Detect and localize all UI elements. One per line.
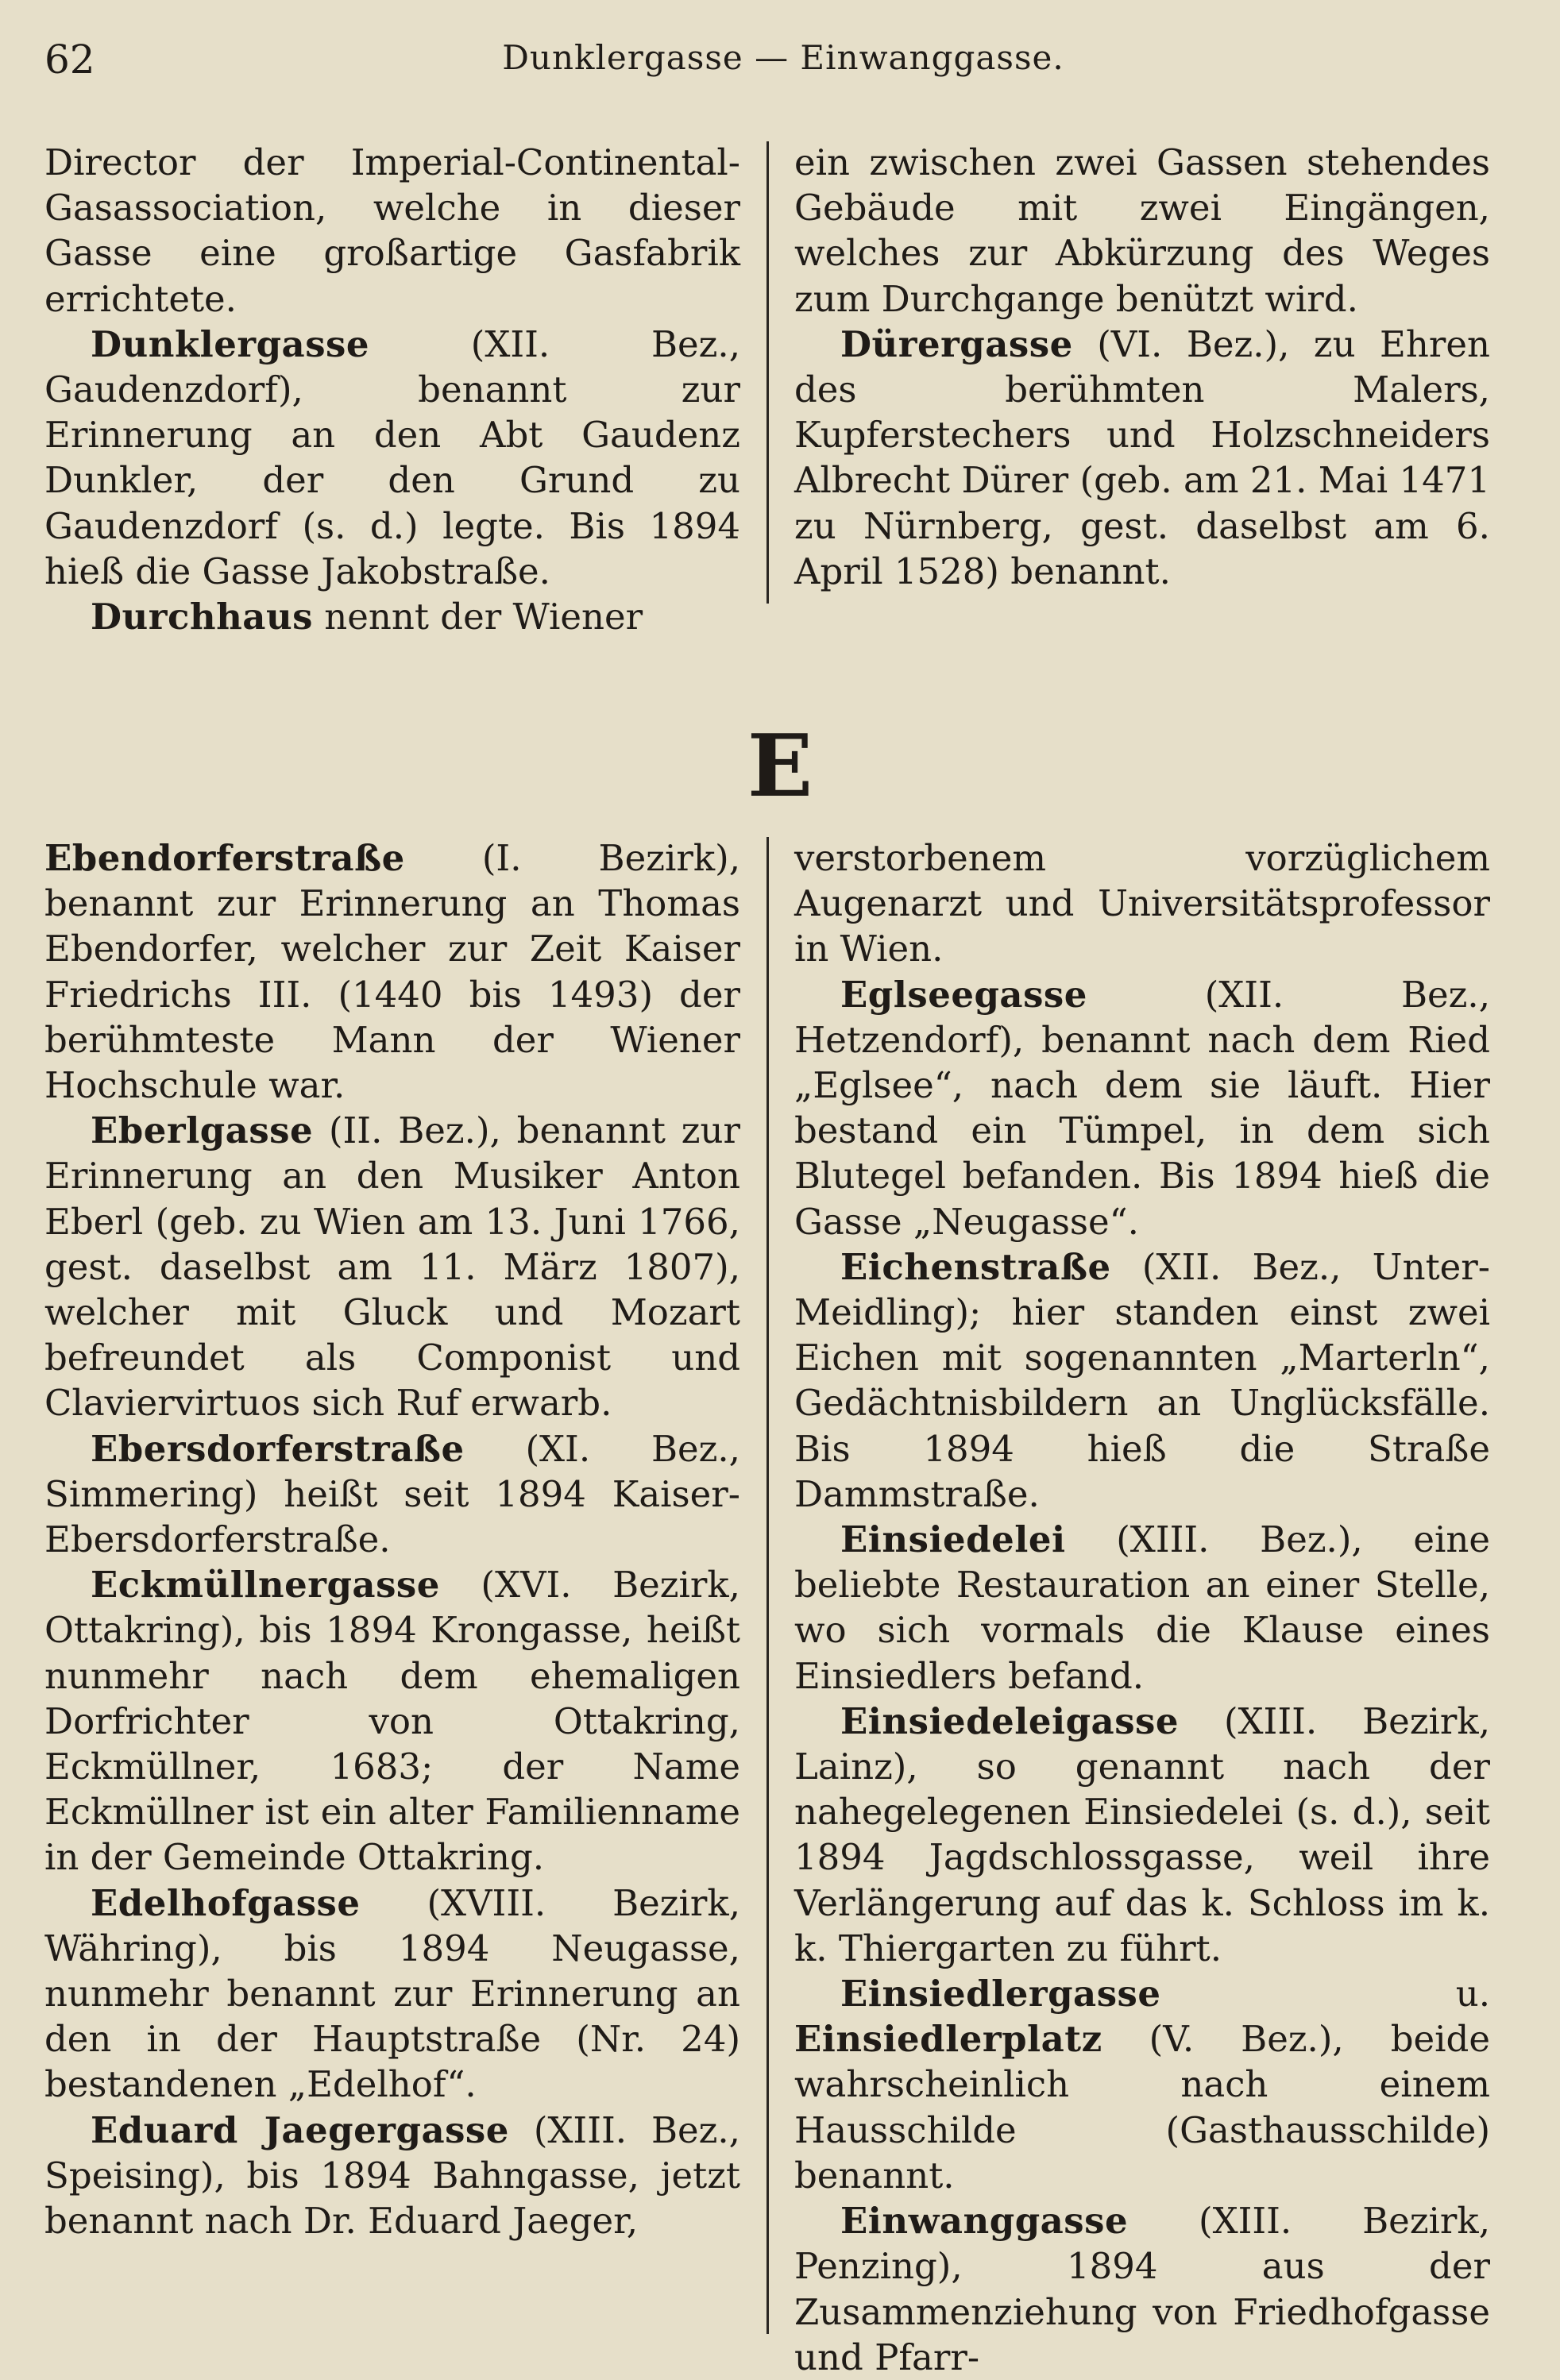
entry-continuation [794,140,1490,322]
entry-lemma: Einsiedlergasse [840,1973,1161,2015]
entry-lemma-secondary: Einsiedlerplatz [794,2018,1102,2061]
entry-durchhaus [44,594,740,639]
entry-duerergasse [794,322,1490,594]
bottom-right-column [794,835,1490,2380]
entry-dunklergasse [44,322,740,594]
entry-text: verstorbenem vorzüglichem Augenarzt und Universitätsprofessor in Wien. [794,837,1490,970]
entry-text: nennt der Wiener [313,596,643,638]
entry-eckmuellnergasse [44,1562,740,1880]
entry-text: (II. Bez.), benannt zur Erinnerung an den Musiker Anton Eberl (geb. zu Wien am 13. Juni 1766, gest. daselbst am 11. März 1807), welcher mit Gluck und Mozart befreundet als Componist und Claviervirtuos sich Ruf erwarb. [44,1109,740,1425]
entry-text: (XVI. Bezirk, Ottakring), bis 1894 Krongasse, heißt nunmehr nach dem ehemaligen Dorfrichter von Ottakring, Eckmüllner, 1683; der Name Eckmüllner ist ein alter Familienname in der Gemeinde Ottakring. [44,1564,740,1879]
top-right-column [794,140,1490,594]
page-header [44,37,1522,92]
entry-text: (XIII. Bezirk, Penzing), 1894 aus der Zusammenziehung von Friedhofgasse und Pfarr- [794,2200,1490,2378]
entry-lemma: Eckmüllnergasse [91,1564,440,1607]
top-left-column [44,140,740,639]
page-number: 62 [44,37,95,83]
entry-lemma: Ebersdorferstraße [91,1427,465,1470]
entry-text: (XIII. Bez., Speising), bis 1894 Bahngasse, jetzt benannt nach Dr. Eduard Jaeger, [44,2108,740,2243]
entry-text: (XII. Bez., Unter-Meidling); hier standen einst zwei Eichen mit sogenannten „Marterln“, Gedächtnisbildern an Unglücksfälle. Bis 1894 hieß die Straße Dammstraße. [794,1245,1490,1515]
entry-eduard-jaegergasse [44,2108,740,2244]
entry-lemma: Eichenstraße [840,1245,1111,1288]
entry-lemma: Edelhofgasse [91,1881,361,1924]
bottom-left-column [44,835,740,2243]
entry-continuation [44,140,740,322]
entry-text: (XII. Bez., Gaudenzdorf), benannt zur Erinnerung an den Abt Gaudenz Dunkler, der den Grund zu Gaudenzdorf (s. d.) legte. Bis 1894 hieß die Gasse Jakobstraße. [44,322,740,592]
entry-eichenstrasse [794,1244,1490,1517]
entry-text-secondary: (V. Bez.), beide wahrscheinlich nach einem Hausschilde (Gasthausschilde) benannt. [794,2018,1490,2197]
entry-lemma: Einsiedelei [840,1518,1066,1561]
entry-lemma: Durchhaus [91,596,313,638]
entry-einsiedelei [794,1517,1490,1699]
entry-text: (XIII. Bezirk, Lainz), so genannt nach der nahegelegenen Einsiedelei (s. d.), seit 1894 Jagdschlossgasse, weil ihre Verlängerung auf das k. Schloss im k. k. Thiergarten zu führt. [794,1699,1490,1969]
entry-lemma: Einwanggasse [840,2200,1129,2243]
column-divider-top [766,141,769,604]
entry-einwanggasse [794,2198,1490,2380]
entry-text: (XVIII. Bezirk, Währing), bis 1894 Neugasse, nunmehr benannt zur Erinnerung an den in der Hauptstraße (Nr. 24) bestandenen „Edelhof“. [44,1881,740,2106]
entry-lemma: Eglseegasse [840,973,1087,1016]
entry-continuation [794,835,1490,972]
entry-text: Director der Imperial-Continental-Gasassociation, welche in dieser Gasse eine großartige Gasfabrik errichtete. [44,141,740,320]
entry-text: (XII. Bez., Hetzendorf), benannt nach dem Ried „Eglsee“, nach dem sie läuft. Hier bestand ein Tümpel, in dem sich Blutegel befanden. Bis 1894 hieß die Gasse „Neugasse“. [794,973,1490,1243]
entry-ebersdorferstrasse [44,1426,740,1563]
entry-text: (VI. Bez.), zu Ehren des berühmten Malers, Kupferstechers und Holzschneiders Albrecht Dürer (geb. am 21. Mai 1471 zu Nürnberg, gest. daselbst am 6. April 1528) benannt. [794,322,1490,592]
entry-lemma: Einsiedeleigasse [840,1699,1180,1742]
entry-text: (XIII. Bez.), eine beliebte Restauration an einer Stelle, wo sich vormals die Klause eines Einsiedlers befand. [794,1518,1490,1697]
entry-text: (XI. Bez., Simmering) heißt seit 1894 Kaiser-Ebersdorferstraße. [44,1427,740,1561]
entry-eglseegasse [794,972,1490,1244]
entry-lemma: Eduard Jaegergasse [91,2108,509,2151]
entry-einsiedeleigasse [794,1699,1490,1971]
section-letter-heading: E [747,716,813,816]
entry-lemma: Dürergasse [840,322,1073,365]
entry-eberlgasse [44,1108,740,1425]
entry-text: (I. Bezirk), benannt zur Erinnerung an Thomas Ebendorfer, welcher zur Zeit Kaiser Friedrichs III. (1440 bis 1493) der berühmteste Mann der Wiener Hochschule war. [44,837,740,1107]
running-title: Dunklergasse — Einwanggasse. [502,38,1064,77]
entry-text: ein zwischen zwei Gassen stehendes Gebäude mit zwei Eingängen, welches zur Abkürzung des Weges zum Durchgange benützt wird. [794,141,1490,320]
column-divider-bottom [766,837,769,2334]
entry-einsiedlergasse [794,1971,1490,2198]
entry-lemma: Ebendorferstraße [44,837,405,879]
entry-edelhofgasse [44,1880,740,2108]
entry-text: u. [1160,1973,1490,2015]
entry-lemma: Eberlgasse [91,1109,314,1152]
entry-lemma: Dunklergasse [91,322,369,365]
entry-ebendorferstrasse [44,835,740,1108]
